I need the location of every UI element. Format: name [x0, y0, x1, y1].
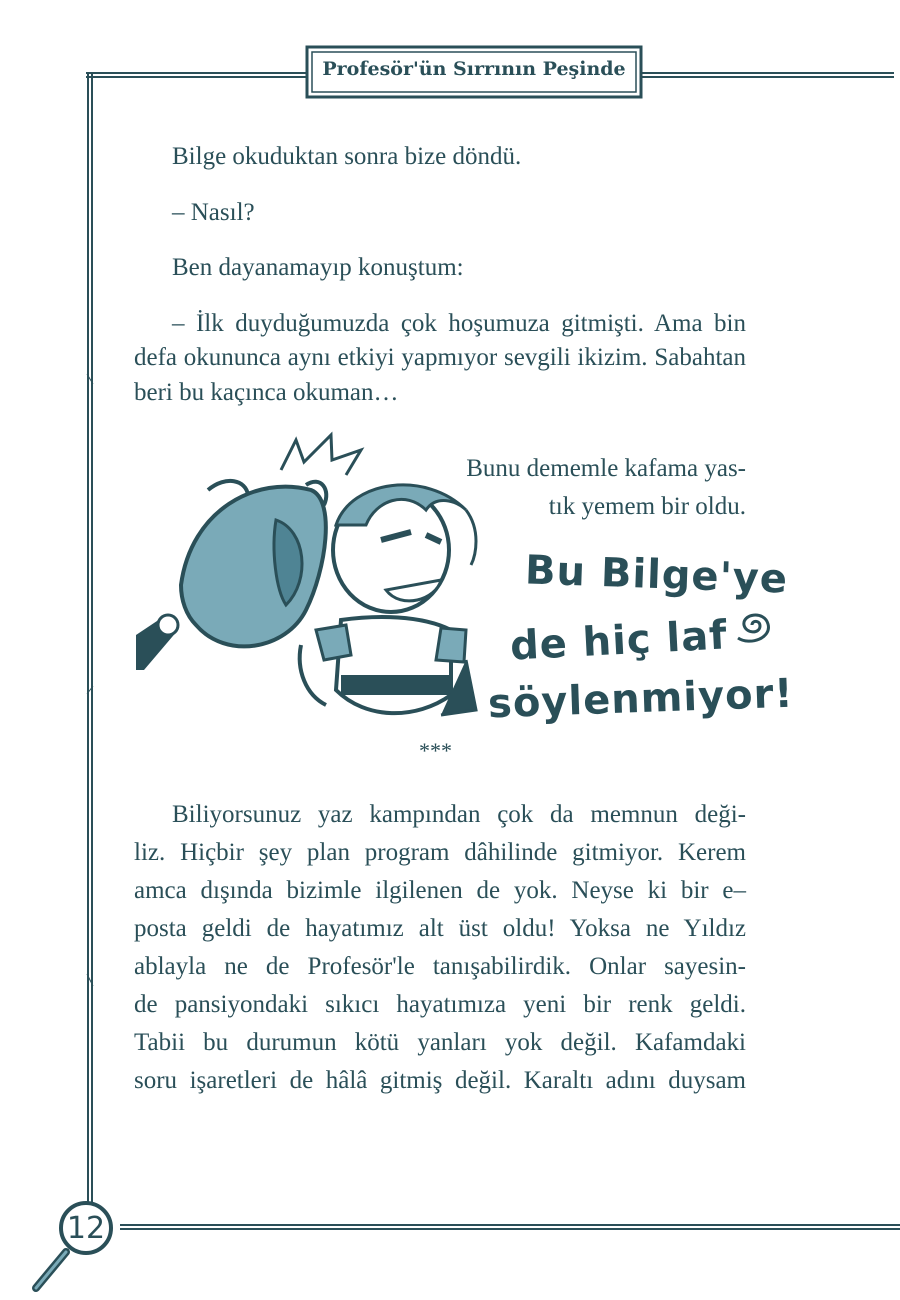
handwritten-line-1: Bu Bilge'ye [524, 547, 789, 603]
running-header-title: Profesör'ün Sırrının Peşinde [322, 58, 626, 80]
text-line: de pansiyondaki sıkıcı hayatımıza yeni bir renk geldi. [134, 991, 746, 1018]
side-text [434, 450, 746, 526]
text-line: amca dışında bizimle ilgilenen de yok. Neyse ki bir e– [134, 877, 746, 904]
paragraph: – Nasıl? [172, 198, 255, 226]
text-line: Biliyorsunuz yaz kampından çok da memnun deği- [172, 801, 746, 828]
page-number: 12 [66, 1211, 106, 1246]
left-frame-border [86, 74, 94, 1214]
magnifier-handle-icon [30, 1248, 70, 1294]
paragraph: – İlk duyduğumuzda çok hoşumuza gitmişti. Ama bin defa okununca aynı etkiyi yapmıyor sevgili ikizim. Sabahtan beri bu kaçınca okuman… [134, 309, 746, 406]
side-text-line: Bunu dememle kafama yas- [466, 455, 746, 482]
text-line: soru işaretleri de hâlâ gitmiş değil. Karaltı adını duysam [134, 1067, 746, 1094]
swirl-doodle [722, 600, 782, 650]
text-line: liz. Hiçbir şey plan program dâhilinde gitmiyor. Kerem [134, 839, 746, 866]
text-line: posta geldi de hayatımız alt üst oldu! Yoksa ne Yıldız [134, 915, 746, 942]
side-text-line: tık yemem bir oldu. [548, 493, 746, 520]
section-separator: *** [419, 738, 452, 763]
body-text-bottom [134, 796, 746, 1100]
text-line: ablayla ne de Profesör'le tanışabilirdik. Onlar sayesin- [134, 953, 746, 980]
paragraph: Ben dayanamayıp konuştum: [172, 254, 464, 281]
handwritten-line-3: söylenmiyor! [487, 670, 795, 728]
body-text-top [134, 140, 746, 410]
paragraph: Bilge okuduktan sonra bize döndü. [172, 143, 522, 170]
bottom-frame-border [120, 1222, 900, 1232]
text-line: Tabii bu durumun kötü yanları yok değil. Kafamdaki [134, 1029, 746, 1056]
handwritten-line-2: de hiç laf [508, 612, 729, 670]
